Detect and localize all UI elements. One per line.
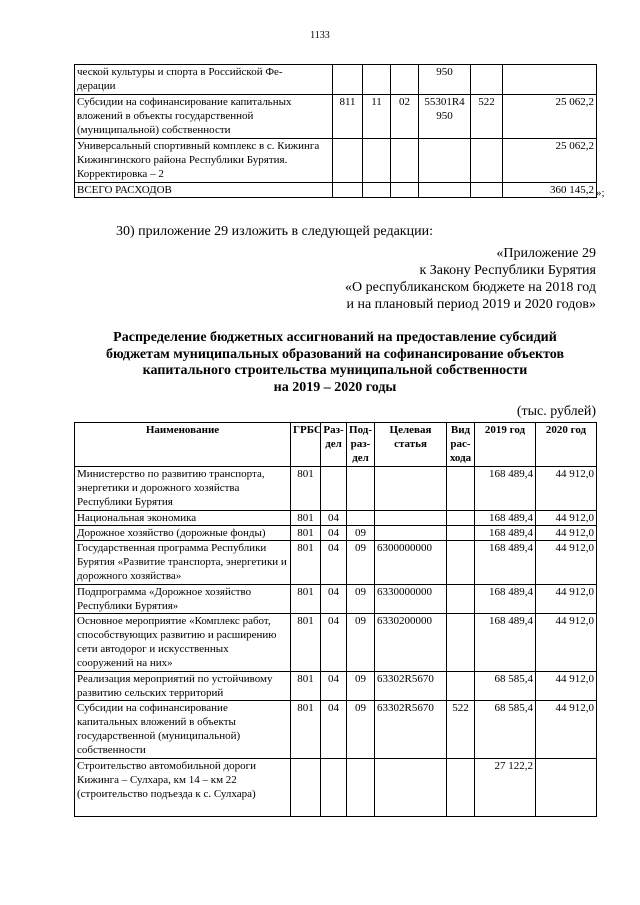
cell-target <box>375 526 447 541</box>
cell-razdel <box>321 759 347 817</box>
header-podrazdel: Под- раз- дел <box>347 423 375 467</box>
cell-razdel: 04 <box>321 701 347 759</box>
cell-podrazdel: 09 <box>347 541 375 585</box>
cell-y2019: 168 489,4 <box>475 526 536 541</box>
cell-name: Министерство по развитию транспорта, энергетики и дорожного хозяйства Республики Бурятия <box>75 467 291 511</box>
cell-y2019: 168 489,4 <box>475 541 536 585</box>
cell-vid <box>471 65 503 95</box>
cell-name: Дорожное хозяйство (дорожные фонды) <box>75 526 291 541</box>
cell-target <box>375 467 447 511</box>
cell-grbs: 811 <box>333 95 363 139</box>
cell-target <box>419 139 471 183</box>
header-2020: 2020 год <box>536 423 597 467</box>
page-number: 1133 <box>310 30 330 41</box>
cell-name: Государственная программа Республики Бурятия «Развитие транспорта, энергетики и дорожного хозяйства» <box>75 541 291 585</box>
cell-vid <box>447 467 475 511</box>
cell-y2019: 168 489,4 <box>475 614 536 672</box>
units-label: (тыс. рублей) <box>516 404 596 419</box>
cell-grbs: 801 <box>291 541 321 585</box>
cell-name: Строительство автомобильной дороги Кижинга – Сулхара, км 14 – км 22 (строительство подъезда к с. Сулхара) <box>75 759 291 817</box>
cell-vid <box>447 585 475 614</box>
cell-vid <box>447 672 475 701</box>
cell-vid: 522 <box>471 95 503 139</box>
document-title <box>74 330 596 396</box>
cell-vid: 522 <box>447 701 475 759</box>
cell-grbs: 801 <box>291 467 321 511</box>
cell-name: Реализация мероприятий по устойчивому развитию сельских территорий <box>75 672 291 701</box>
cell-grbs <box>333 65 363 95</box>
cell-target: 63302R5670 <box>375 672 447 701</box>
cell-amount: 360 145,2 <box>503 183 597 198</box>
cell-podrazdel <box>391 65 419 95</box>
cell-grbs: 801 <box>291 585 321 614</box>
title-line-3: капитального строительства муниципальной собственности <box>142 363 528 378</box>
cell-y2019: 68 585,4 <box>475 672 536 701</box>
cell-target: 6300000000 <box>375 541 447 585</box>
cell-target <box>375 511 447 526</box>
table-row <box>75 526 597 541</box>
table-row <box>75 585 597 614</box>
cell-razdel <box>363 65 391 95</box>
cell-y2020: 44 912,0 <box>536 672 597 701</box>
cell-podrazdel <box>391 183 419 198</box>
header-target: Целевая статья <box>375 423 447 467</box>
cell-razdel: 04 <box>321 585 347 614</box>
table-row <box>75 759 597 817</box>
cell-name: ВСЕГО РАСХОДОВ <box>75 183 333 198</box>
cell-y2020: 44 912,0 <box>536 467 597 511</box>
cell-grbs: 801 <box>291 511 321 526</box>
cell-grbs <box>333 183 363 198</box>
cell-y2020 <box>536 759 597 817</box>
cell-y2020: 44 912,0 <box>536 701 597 759</box>
table-row <box>75 183 597 198</box>
cell-name: Подпрограмма «Дорожное хозяйство Республики Бурятия» <box>75 585 291 614</box>
appendix-line-2: к Закону Республики Бурятия <box>419 263 596 278</box>
cell-podrazdel <box>347 511 375 526</box>
cell-name: Основное мероприятие «Комплекс работ, способствующих развитию и расширению сети автодорог и искусственных сооружений на них» <box>75 614 291 672</box>
cell-podrazdel: 09 <box>347 526 375 541</box>
appendix-header <box>196 245 596 313</box>
cell-razdel: 04 <box>321 511 347 526</box>
header-name: Наименование <box>75 423 291 467</box>
instruction: 30) приложение 29 изложить в следующей редакции: <box>116 224 433 239</box>
cell-razdel: 04 <box>321 614 347 672</box>
header-2019: 2019 год <box>475 423 536 467</box>
cell-razdel: 04 <box>321 541 347 585</box>
title-line-2: бюджетам муниципальных образований на софинансирование объектов <box>105 346 565 362</box>
main-table <box>74 422 597 817</box>
table-row <box>75 139 597 183</box>
cell-target: 950 <box>419 65 471 95</box>
cell-vid <box>447 526 475 541</box>
table-header-row <box>75 423 597 467</box>
cell-grbs: 801 <box>291 701 321 759</box>
appendix-line-3: «О республиканском бюджете на 2018 год <box>345 280 596 295</box>
cell-name: Субсидии на софинансирование капитальных вложений в объекты государственной (муниципальной) собственности <box>75 95 333 139</box>
cell-name: Субсидии на софинансирование капитальных вложений в объекты государственной (муниципальной) собственности <box>75 701 291 759</box>
cell-target: 6330200000 <box>375 614 447 672</box>
cell-y2019: 27 122,2 <box>475 759 536 817</box>
appendix-line-1: «Приложение 29 <box>496 246 596 261</box>
cell-razdel <box>363 183 391 198</box>
cell-razdel: 04 <box>321 672 347 701</box>
table-row <box>75 541 597 585</box>
cell-grbs: 801 <box>291 672 321 701</box>
cell-podrazdel <box>347 467 375 511</box>
cell-target: 55301R4 950 <box>419 95 471 139</box>
cell-amount <box>503 65 597 95</box>
cell-target <box>419 183 471 198</box>
header-razdel: Раз- дел <box>321 423 347 467</box>
cell-y2019: 168 489,4 <box>475 467 536 511</box>
cell-y2020: 44 912,0 <box>536 585 597 614</box>
appendix-line-4: и на плановый период 2019 и 2020 годов» <box>346 297 596 312</box>
cell-razdel <box>321 467 347 511</box>
cell-target: 63302R5670 <box>375 701 447 759</box>
cell-podrazdel <box>347 759 375 817</box>
table-row <box>75 701 597 759</box>
table-row <box>75 672 597 701</box>
title-line-4: на 2019 – 2020 годы <box>273 379 397 395</box>
cell-vid <box>471 183 503 198</box>
header-grbs: ГРБС <box>291 423 321 467</box>
cell-y2020: 44 912,0 <box>536 526 597 541</box>
cell-target <box>375 759 447 817</box>
top-table <box>74 64 597 198</box>
cell-amount: 25 062,2 <box>503 139 597 183</box>
table-row <box>75 511 597 526</box>
cell-y2019: 68 585,4 <box>475 701 536 759</box>
cell-podrazdel: 09 <box>347 672 375 701</box>
cell-podrazdel: 02 <box>391 95 419 139</box>
cell-target: 6330000000 <box>375 585 447 614</box>
cell-vid <box>447 759 475 817</box>
cell-vid <box>447 614 475 672</box>
cell-y2019: 168 489,4 <box>475 585 536 614</box>
cell-y2020: 44 912,0 <box>536 541 597 585</box>
cell-grbs <box>333 139 363 183</box>
cell-name: ческой культуры и спорта в Российской Фе- дерации <box>75 65 333 95</box>
cell-razdel: 11 <box>363 95 391 139</box>
cell-grbs: 801 <box>291 614 321 672</box>
cell-razdel <box>363 139 391 183</box>
cell-y2019: 168 489,4 <box>475 511 536 526</box>
cell-vid <box>447 511 475 526</box>
cell-name: Национальная экономика <box>75 511 291 526</box>
cell-name: Универсальный спортивный комплекс в с. Кижинга Кижингинского района Республики Бурятия. Корректировка – 2 <box>75 139 333 183</box>
title-line-1: Распределение бюджетных ассигнований на предоставление субсидий <box>113 330 557 345</box>
cell-podrazdel: 09 <box>347 614 375 672</box>
cell-podrazdel: 09 <box>347 585 375 614</box>
cell-vid <box>447 541 475 585</box>
cell-grbs <box>291 759 321 817</box>
table-row <box>75 65 597 95</box>
table-row <box>75 467 597 511</box>
cell-grbs: 801 <box>291 526 321 541</box>
table-row <box>75 95 597 139</box>
cell-podrazdel: 09 <box>347 701 375 759</box>
cell-vid <box>471 139 503 183</box>
quote-close: »; <box>596 187 605 199</box>
cell-y2020: 44 912,0 <box>536 511 597 526</box>
cell-y2020: 44 912,0 <box>536 614 597 672</box>
header-vid: Вид рас- хода <box>447 423 475 467</box>
cell-razdel: 04 <box>321 526 347 541</box>
cell-amount: 25 062,2 <box>503 95 597 139</box>
cell-podrazdel <box>391 139 419 183</box>
table-row <box>75 614 597 672</box>
